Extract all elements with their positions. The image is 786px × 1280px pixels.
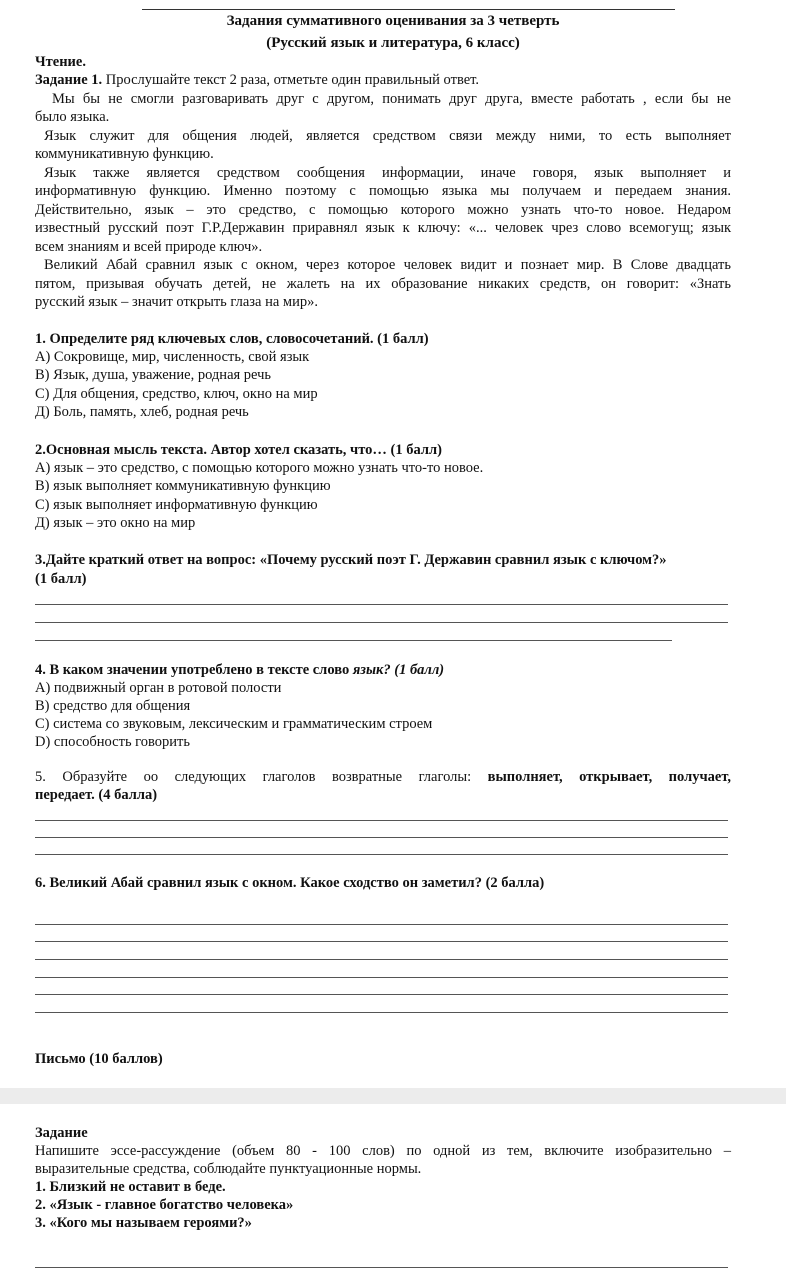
q2-option-a: А) язык – это средство, с помощью которого можно узнать что-то новое. [35, 460, 484, 476]
text-p3-line2: информативную функцию. Именно поэтому с помощью языка мы получаем и передаем знания. [35, 183, 731, 199]
text-p1-line1: Мы бы не смогли разговаривать друг с другом, понимать друг друга, вместе работать , если бы не [52, 91, 731, 107]
q3-text: 3.Дайте краткий ответ на вопрос: «Почему русский поэт Г. Державин сравнил язык с ключом?» [35, 552, 667, 568]
q1-text: 1. Определите ряд ключевых слов, словосочетаний. (1 балл) [35, 331, 429, 347]
q4-option-b: В) средство для общения [35, 698, 191, 714]
q3-answer-line-3[interactable] [35, 640, 672, 641]
task2-label: Задание [35, 1125, 88, 1141]
q4-option-a: А) подвижный орган в ротовой полости [35, 680, 282, 696]
q5-answer-line-2[interactable] [35, 837, 728, 838]
q1-option-b: В) Язык, душа, уважение, родная речь [35, 367, 272, 383]
essay-answer-line[interactable] [35, 1267, 728, 1268]
q3-answer-line-1[interactable] [35, 604, 728, 605]
q2-option-c: С) язык выполняет информативную функцию [35, 497, 318, 513]
text-p4-line1: Великий Абай сравнил язык с окном, через которое человек видит и познает мир. В Слове двадцать [44, 257, 731, 273]
q1-option-d: Д) Боль, память, хлеб, родная речь [35, 404, 249, 420]
task1-label: Задание 1. [35, 72, 103, 88]
q5-text-line2: передает. (4 балла) [35, 787, 158, 803]
text-p1-line2: было языка. [35, 109, 110, 125]
q5-answer-line-3[interactable] [35, 854, 728, 855]
q6-answer-line-2[interactable] [35, 941, 728, 942]
task2-instruction-line2: выразительные средства, соблюдайте пунктуационные нормы. [35, 1161, 422, 1177]
q3-points: (1 балл) [35, 571, 87, 587]
q2-option-b: В) язык выполняет коммуникативную функцию [35, 478, 331, 494]
text-p4-line3: русский язык – значит открыть глаза на мир». [35, 294, 318, 310]
text-p3-line4: известный русский поэт Г.Р.Державин приравнял язык к ключу: «... человек чрез слово всемогущ; язык [35, 220, 731, 236]
topic-2: 2. «Язык - главное богатство человека» [35, 1197, 294, 1213]
q4-option-d: D) способность говорить [35, 734, 190, 750]
top-rule [142, 9, 675, 10]
text-p2-line2: коммуникативную функцию. [35, 146, 214, 162]
page-gap [0, 1088, 786, 1104]
q1-option-c: С) Для общения, средство, ключ, окно на мир [35, 386, 318, 402]
q1-option-a: А) Сокровище, мир, численность, свой язык [35, 349, 310, 365]
section-writing: Письмо (10 баллов) [35, 1051, 163, 1067]
q5-answer-line-1[interactable] [35, 820, 728, 821]
q4-option-c: С) система со звуковым, лексическим и грамматическим строем [35, 716, 433, 732]
q5-verbs: выполняет, открывает, получает, [487, 769, 732, 785]
text-p3-line3: Действительно, язык – это средство, с помощью которого можно узнать что-то новое. Недаром [35, 202, 731, 218]
page-subtitle: (Русский язык и литература, 6 класс) [266, 35, 520, 51]
page-title: Задания суммативного оценивания за 3 четверть [226, 13, 560, 29]
topic-1: 1. Близкий не оставит в беде. [35, 1179, 226, 1195]
q6-answer-line-5[interactable] [35, 994, 728, 995]
q2-option-d: Д) язык – это окно на мир [35, 515, 196, 531]
q4-text-italic: язык? (1 балл) [352, 662, 445, 678]
q2-text: 2.Основная мысль текста. Автор хотел сказать, что… (1 балл) [35, 442, 442, 458]
section-reading: Чтение. [35, 54, 86, 70]
topic-3: 3. «Кого мы называем героями?» [35, 1215, 252, 1231]
q4-text [35, 661, 731, 680]
q5-text [35, 768, 731, 787]
page-2 [0, 1104, 786, 1280]
task2-instruction-line1: Напишите эссе-рассуждение (объем 80 - 100 слов) по одной из тем, включите изобразительно – [35, 1143, 731, 1159]
q6-answer-line-1[interactable] [35, 924, 728, 925]
q6-answer-line-4[interactable] [35, 977, 728, 978]
q4-text-main: 4. В каком значении употреблено в тексте слово [35, 662, 353, 678]
task1-text: Прослушайте текст 2 раза, отметьте один правильный ответ. [102, 72, 480, 88]
q5-text-main: 5. Образуйте оо следующих глаголов возвратные глаголы: [35, 769, 488, 785]
q6-answer-line-6[interactable] [35, 1012, 728, 1013]
text-p3-line1: Язык также является средством сообщения информации, иначе говоря, язык выполняет и [44, 165, 731, 181]
text-p4-line2: пятом, призывая обучать детей, не жалеть на их образование никаких средств, он говорит: «Знать [35, 276, 731, 292]
q6-text: 6. Великий Абай сравнил язык с окном. Какое сходство он заметил? (2 балла) [35, 875, 545, 891]
text-p2-line1: Язык служит для общения людей, является средством связи между ними, то есть выполняет [44, 128, 731, 144]
task1-instruction [35, 71, 731, 90]
text-p3-line5: всем знаниям и всей природе ключ». [35, 239, 263, 255]
q6-answer-line-3[interactable] [35, 959, 728, 960]
q3-answer-line-2[interactable] [35, 622, 728, 623]
